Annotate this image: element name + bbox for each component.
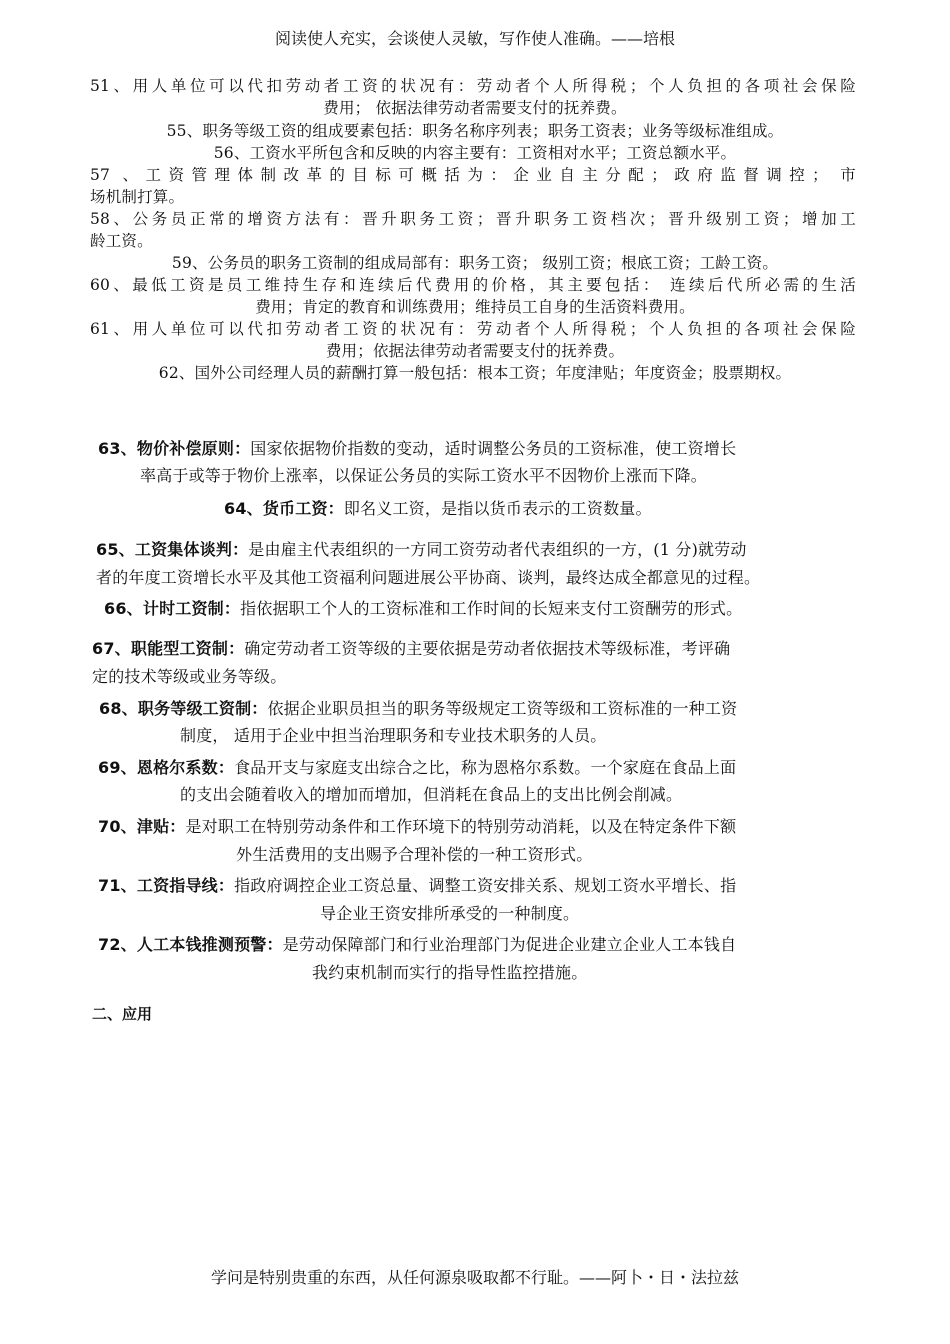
- item-61-line2: 费用；依据法律劳动者需要支付的抚养费。: [325, 342, 625, 360]
- item-70-line2: 外生活费用的支出赐予合理补偿的一种工资形式。: [236, 845, 593, 864]
- item-66: [104, 596, 742, 619]
- item-69-line2: 的支出会随着收入的增加而增加，但消耗在食品上的支出比例会削减。: [180, 785, 683, 804]
- item-65-line2: 者的年度工资增长水平及其他工资福利问题进展公平协商、谈判，最终达成全都意见的过程。: [96, 568, 761, 587]
- term-69: 69、恩格尔系数：: [98, 758, 235, 777]
- item-58-line1: 58、公务员正常的增资方法有：晋升职务工资；晋升职务工资档次；晋升级别工资；增加工: [90, 210, 856, 228]
- item-57-line1: 57 、工资管理体制改革的目标可概括为：企业自主分配；政府监督调控； 市: [90, 166, 856, 184]
- section-title: 二、应用: [92, 1005, 153, 1023]
- item-55: 55、职务等级工资的组成要素包括：职务名称序列表；职务工资表；业务等级标准组成。: [166, 122, 784, 140]
- item-72-line2: 我约束机制而实行的指导性监控措施。: [312, 963, 588, 982]
- term-64: 64、货币工资：: [224, 499, 344, 518]
- term-66: 66、计时工资制：: [104, 599, 241, 618]
- item-68-line2: 制度， 适用于企业中担当治理职务和专业技术职务的人员。: [180, 726, 607, 745]
- item-64: [224, 496, 652, 519]
- def-69: 食品开支与家庭支出综合之比，称为恩格尔系数。一个家庭在食品上面: [234, 758, 737, 777]
- item-59: 59、公务员的职务工资制的组成局部有：职务工资； 级别工资；根底工资；工龄工资。: [171, 254, 779, 272]
- term-72: 72、人工本钱推测预警：: [98, 935, 283, 954]
- def-72: 是劳动保障部门和行业治理部门为促进企业建立企业人工本钱自: [282, 935, 737, 954]
- def-65: 是由雇主代表组织的一方同工资劳动者代表组织的一方，(1 分)就劳动: [248, 540, 747, 559]
- item-72-line1: [98, 932, 736, 955]
- item-62: 62、国外公司经理人员的薪酬打算一般包括：根本工资；年度津贴；年度资金；股票期权。: [158, 364, 792, 382]
- def-64: 即名义工资，是指以货币表示的工资数量。: [343, 499, 652, 518]
- term-67: 67、职能型工资制：: [92, 639, 245, 658]
- item-71-line2: 导企业王资安排所承受的一种制度。: [320, 904, 580, 923]
- term-65: 65、工资集体谈判：: [96, 540, 249, 559]
- item-67-line1: [92, 636, 730, 659]
- def-68: 依据企业职员担当的职务等级规定工资等级和工资标准的一种工资: [267, 699, 738, 718]
- def-67: 确定劳动者工资等级的主要依据是劳动者依据技术等级标准，考评确: [244, 639, 731, 658]
- item-58-line2: 龄工资。: [90, 232, 153, 250]
- term-68: 68、职务等级工资制：: [99, 699, 268, 718]
- def-70: 是对职工在特别劳动条件和工作环境下的特别劳动消耗，以及在特定条件下额: [185, 817, 737, 836]
- header-quote: 阅读使人充实，会谈使人灵敏，写作使人准确。——培根: [274, 29, 675, 48]
- item-60-line2: 费用；肯定的教育和训练费用；维持员工自身的生活资料费用。: [255, 298, 695, 316]
- item-56: 56、工资水平所包含和反映的内容主要有：工资相对水平；工资总额水平。: [213, 144, 737, 162]
- item-61-line1: 61、用人单位可以代扣劳动者工资的状况有：劳动者个人所得税；个人负担的各项社会保险: [90, 320, 856, 338]
- footer-quote: 学问是特别贵重的东西，从任何源泉吸取都不行耻。——阿卜・日・法拉兹: [210, 1268, 739, 1287]
- term-70: 70、津贴：: [98, 817, 186, 836]
- item-51-line1: 51、用人单位可以代扣劳动者工资的状况有：劳动者个人所得税；个人负担的各项社会保险: [90, 77, 856, 95]
- item-69-line1: [98, 755, 736, 778]
- item-60-line1: 60、最低工资是员工维持生存和连续后代费用的价格，其主要包括： 连续后代所必需的生活: [90, 276, 856, 294]
- item-70-line1: [98, 814, 736, 837]
- def-63: 国家依据物价指数的变动，适时调整公务员的工资标准，使工资增长: [250, 439, 737, 458]
- item-67-line2: 定的技术等级或业务等级。: [92, 667, 287, 686]
- item-71-line1: [98, 873, 736, 896]
- item-63-line1: [98, 436, 736, 459]
- item-63-line2: 率高于或等于物价上涨率，以保证公务员的实际工资水平不因物价上涨而下降。: [140, 466, 708, 485]
- item-65-line1: [96, 537, 747, 560]
- term-71: 71、工资指导线：: [98, 876, 235, 895]
- term-63: 63、物价补偿原则：: [98, 439, 251, 458]
- item-51-line2: 费用； 依据法律劳动者需要支付的抚养费。: [323, 99, 627, 117]
- def-71: 指政府调控企业工资总量、调整工资安排关系、规划工资水平增长、指: [234, 876, 737, 895]
- item-57-line2: 场机制打算。: [90, 188, 185, 206]
- def-66: 指依据职工个人的工资标准和工作时间的长短来支付工资酬劳的形式。: [240, 599, 743, 618]
- item-68-line1: [99, 696, 737, 719]
